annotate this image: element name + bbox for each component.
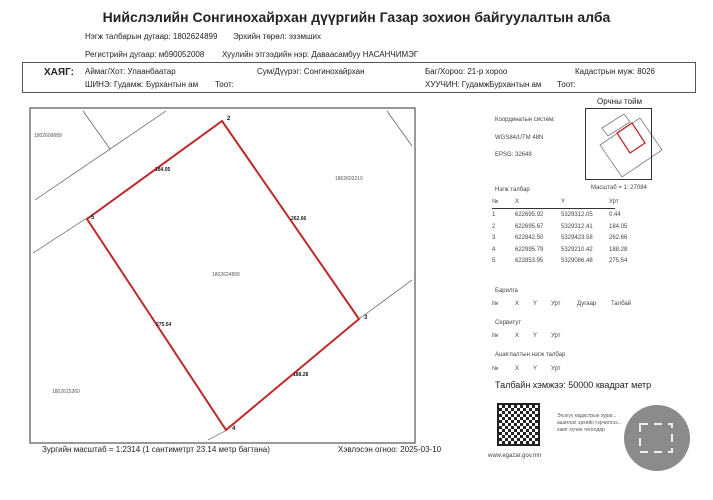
area-size: Талбайн хэмжээ: 50000 квадрат метр [495, 380, 652, 390]
map-scale: Зургийн масштаб = 1:2314 (1 сантиметрт 23.14 метр багтана) [42, 445, 270, 454]
new-toot: Тоот: [215, 80, 234, 89]
new-street: ШИНЭ: Гудамж: Бурхантын ам [85, 80, 199, 89]
coord-system-label: Координатын систем: [495, 117, 555, 123]
vertex-label: 5 [91, 215, 95, 221]
old-street: ХУУЧИН: ГудамжБурхантын ам [425, 80, 542, 89]
use-area-title: Ашиглалтын нэгж талбар [495, 352, 566, 358]
aimag: Аймаг/Хот: Улаанбаатар [85, 67, 176, 76]
footer-note: ашиглах эрхийн гэрчилгээ... [557, 420, 622, 426]
edge-length: 184.05 [155, 167, 171, 173]
epsg: EPSG: 32648 [495, 152, 532, 158]
old-toot: Тоот: [557, 80, 576, 89]
edge-length: 188.28 [293, 372, 309, 378]
parcel-label: 1802603210 [335, 176, 363, 182]
owner-name: Хуулийн этгээдийн нэр: Даваасамбуу НАСАНЧИМЭГ [222, 50, 419, 59]
print-date: Хэвлэсэн огноо: 2025-03-10 [338, 445, 442, 454]
parcel-label: 1802615260 [52, 389, 80, 395]
overview-title: Орчны тойм [597, 97, 643, 106]
edge-length: 262.66 [291, 216, 307, 222]
district: Сум/Дүүрэг: Сонгинохайрхан [257, 67, 365, 76]
parcel-table-title: Нэгж талбар [495, 187, 530, 193]
cadastral-zone: Кадастрын муж: 8026 [575, 67, 656, 76]
footer-note: Энэхүү кадастрын зураг... [557, 413, 617, 419]
register-number: Регистрийн дугаар: мб90052008 [85, 50, 205, 59]
edge-length: 275.54 [156, 322, 172, 328]
cadastral-document: Нийслэлийн Сонгинохайрхан дүүргийн Газар зохион байгуулалтын алба Нэгж талбарын дугаар: 1802624899 Эрхийн төрөл: эзэмших Регистрийн дугаар: мб90052008 Хуулийн этгээдийн нэр: Даваасамбуу НАСАНЧИМЭГ ХАЯГ: Аймаг/Хот: Улаанбаатар Сум/Дүүрэг: Сонгинохайрхан Баг/Хороо: 21-р хороо Кадастрын муж: 8026 ШИНЭ: Гудамж: Бурхантын ам Тоот: ХУУЧИН: ГудамжБурхантын ам Тоот: 1802609689 1802603210 1802624899 1802615260 2 3 4 5 184.05 262.66 188.28 275.54 Зургийн масштаб = 1:2314 (1 сантиметрт 23.14 метр багтана) Хэвлэсэн огноо: 2025-03-10 Орчны тойм Масштаб = 1: 27084 Координатын систем: WGS84/UTM 48N EPSG: 32648 Нэгж талбар № X Y Урт 1 622695.92 5329312.05 0.44 2 622695.67 5329312.41 184.05 3 622842.50 5329423.58 262.66 4 622995.79 5329210.42 188.28 5 622853.95 5329086.48 275.54 Барилга № X Y Урт Дугаар Талбай Сервитут № X Y Урт Ашиглалтын нэгж талбар № X Y Урт Талбайн хэмжээ: 50000 квадрат метр www.egazar.gov.mn Энэхүү кадастрын зураг... ашиглах эрхийн гэрчилгээ... хамт хүчин төгөлдөр [0, 0, 713, 500]
parcel-table-header: № X Y Урт [492, 199, 615, 209]
coord-system: WGS84/UTM 48N [495, 135, 544, 141]
overview-map [585, 108, 652, 180]
parcel-label: 1802624899 [212, 272, 240, 278]
servitude-title: Сервитут [495, 320, 522, 326]
website: www.egazar.gov.mn [488, 453, 542, 459]
parcel-label: 1802609689 [34, 133, 62, 139]
vertex-label: 4 [232, 426, 236, 432]
address-label: ХАЯГ: [44, 67, 74, 78]
overview-scale: Масштаб = 1: 27084 [591, 185, 647, 191]
khoroo: Баг/Хороо: 21-р хороо [425, 67, 508, 76]
vertex-label: 2 [227, 116, 231, 122]
parcel-number: Нэгж талбарын дугаар: 1802624899 [85, 32, 218, 41]
scan-watermark-icon [624, 405, 690, 471]
building-title: Барилга [495, 288, 518, 294]
vertex-label: 3 [364, 315, 368, 321]
footer-note: хамт хүчин төгөлдөр [557, 427, 605, 433]
qr-code-icon [497, 403, 540, 446]
document-title: Нийслэлийн Сонгинохайрхан дүүргийн Газар зохион байгуулалтын алба [102, 9, 611, 25]
right-type: Эрхийн төрөл: эзэмших [233, 32, 321, 41]
